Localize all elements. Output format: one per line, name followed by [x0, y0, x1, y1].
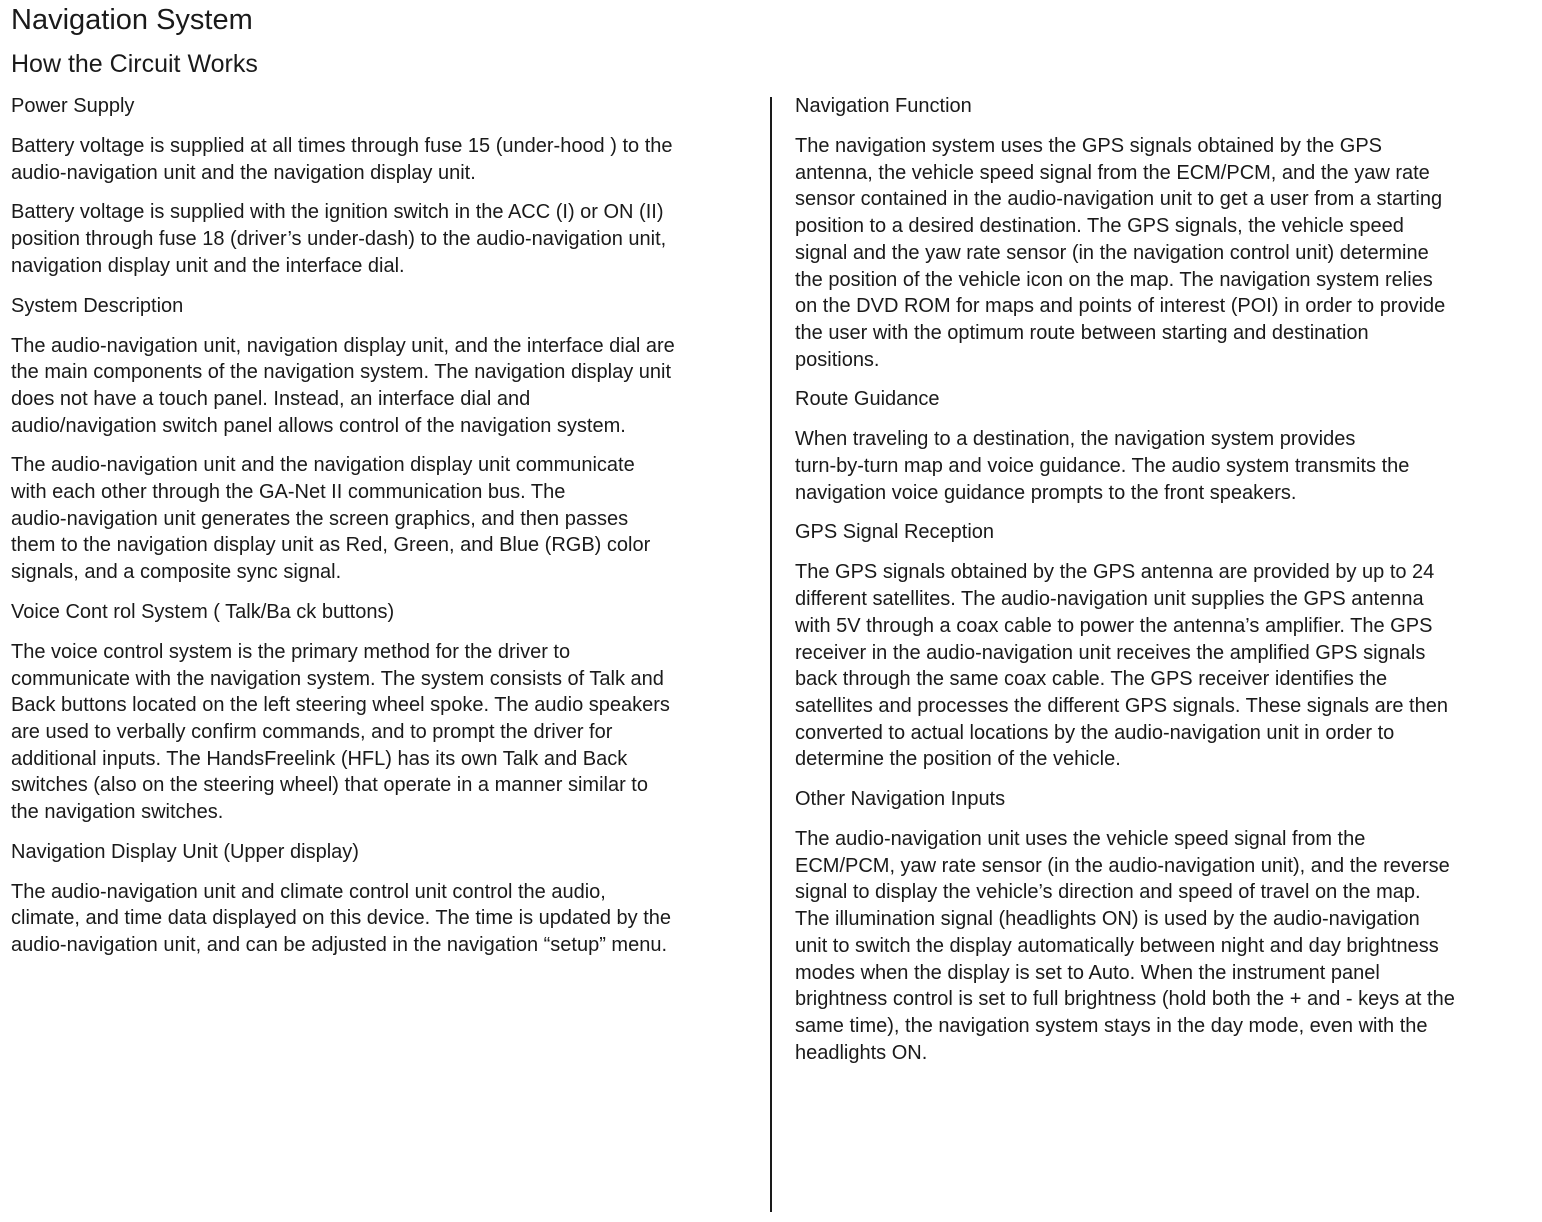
text-line: turn-by-turn map and voice guidance. The audio system transmits the: [795, 455, 1410, 478]
text-line: different satellites. The audio-navigation unit supplies the GPS antenna: [795, 588, 1424, 611]
section-heading: Navigation Function: [795, 95, 972, 117]
text-line: unit to switch the display automatically between night and day brightness: [795, 934, 1439, 957]
text-line: converted to actual locations by the audio-navigation unit in order to: [795, 721, 1395, 744]
section-heading: GPS Signal Reception: [795, 521, 995, 544]
text-line: the main components of the navigation system. The navigation display unit: [11, 361, 672, 384]
page-subtitle: How the Circuit Works: [11, 50, 258, 78]
section-heading: System Description: [11, 294, 184, 317]
paragraph: [795, 826, 1535, 1066]
text-line: satellites and processes the different GPS signals. These signals are then: [795, 694, 1448, 717]
text-line: audio/navigation switch panel allows control of the navigation system.: [11, 414, 626, 437]
text-line: sensor contained in the audio-navigation unit to get a user from a starting: [795, 188, 1443, 211]
text-line: The audio-navigation unit and climate control unit control the audio,: [11, 880, 606, 903]
text-line: positions.: [795, 348, 880, 371]
text-line: signals, and a composite sync signal.: [11, 561, 342, 584]
text-line: Battery voltage is supplied with the ignition switch in the ACC (I) or ON (II): [11, 201, 664, 224]
section-power-supply: [11, 93, 756, 280]
paragraph: [11, 199, 756, 279]
text-line: communicate with the navigation system. The system consists of Talk and: [11, 667, 664, 690]
paragraph: [795, 133, 1535, 373]
text-line: the user with the optimum route between starting and destination: [795, 321, 1369, 344]
text-line: position to a desired destination. The GPS signals, the vehicle speed: [795, 215, 1404, 238]
text-line: The navigation system uses the GPS signals obtained by the GPS: [795, 135, 1382, 157]
text-line: The audio-navigation unit and the navigation display unit communicate: [11, 454, 635, 477]
section-system-description: [11, 293, 756, 586]
text-line: the navigation switches.: [11, 801, 224, 824]
text-line: The GPS signals obtained by the GPS antenna are provided by up to 24: [795, 561, 1435, 584]
text-line: Battery voltage is supplied at all times through fuse 15 (under-hood ) to the: [11, 135, 673, 157]
text-line: headlights ON.: [795, 1041, 928, 1064]
text-line: receiver in the audio-navigation unit receives the amplified GPS signals: [795, 641, 1426, 664]
text-line: does not have a touch panel. Instead, an interface dial and: [11, 387, 531, 410]
right-column: [795, 93, 1535, 1079]
text-line: The voice control system is the primary method for the driver to: [11, 640, 571, 663]
text-line: are used to verbally confirm commands, and to prompt the driver for: [11, 720, 613, 743]
text-line: with 5V through a coax cable to power the antenna’s amplifier. The GPS: [795, 614, 1433, 637]
text-line: the position of the vehicle icon on the map. The navigation system relies: [795, 268, 1433, 291]
text-line: climate, and time data displayed on this device. The time is updated by the: [11, 907, 672, 930]
text-line: on the DVD ROM for maps and points of interest (POI) in order to provide: [795, 295, 1446, 318]
section-other-inputs: [795, 786, 1535, 1066]
page-title: Navigation System: [11, 4, 253, 36]
section-display-unit: [11, 839, 756, 959]
text-line: The audio-navigation unit, navigation display unit, and the interface dial are: [11, 334, 675, 357]
text-line: The illumination signal (headlights ON) is used by the audio-navigation: [795, 908, 1420, 931]
text-line: When traveling to a destination, the navigation system provides: [795, 428, 1356, 451]
text-line: audio-navigation unit, and can be adjusted in the navigation “setup” menu.: [11, 934, 668, 957]
text-line: signal and the yaw rate sensor (in the navigation control unit) determine: [795, 241, 1429, 264]
section-heading: Route Guidance: [795, 388, 940, 411]
section-route-guidance: [795, 386, 1535, 506]
text-line: brightness control is set to full brightness (hold both the + and - keys at the: [795, 988, 1455, 1011]
paragraph: [11, 133, 756, 186]
text-line: ECM/PCM, yaw rate sensor (in the audio-navigation unit), and the reverse: [795, 854, 1450, 877]
section-heading: Navigation Display Unit (Upper display): [11, 840, 359, 863]
text-line: The audio-navigation unit uses the vehicle speed signal from the: [795, 828, 1366, 851]
text-line: navigation display unit and the interface dial.: [11, 254, 405, 277]
section-heading: Voice Cont rol System ( Talk/Ba ck buttons): [11, 600, 395, 623]
paragraph: [11, 879, 756, 959]
text-line: antenna, the vehicle speed signal from the ECM/PCM, and the yaw rate: [795, 161, 1430, 184]
text-line: additional inputs. The HandsFreelink (HFL) has its own Talk and Back: [11, 747, 628, 770]
section-heading: Power Supply: [11, 95, 135, 117]
paragraph: [795, 426, 1535, 506]
text-line: navigation voice guidance prompts to the front speakers.: [795, 481, 1297, 504]
text-line: with each other through the GA-Net II communication bus. The: [11, 481, 566, 504]
left-column: [11, 93, 756, 972]
section-heading: Other Navigation Inputs: [795, 788, 1006, 811]
text-line: same time), the navigation system stays in the day mode, even with the: [795, 1014, 1428, 1037]
paragraph: [11, 639, 756, 826]
text-line: position through fuse 18 (driver’s under-dash) to the audio-navigation unit,: [11, 228, 667, 251]
section-navigation-function: [795, 93, 1535, 373]
paragraph: [11, 452, 756, 586]
text-line: audio-navigation unit and the navigation display unit.: [11, 161, 476, 184]
section-gps-reception: [795, 519, 1535, 773]
text-line: switches (also on the steering wheel) that operate in a manner similar to: [11, 774, 648, 797]
text-line: back through the same coax cable. The GPS receiver identifies the: [795, 668, 1388, 691]
text-line: signal to display the vehicle’s direction and speed of travel on the map.: [795, 881, 1421, 904]
text-line: modes when the display is set to Auto. When the instrument panel: [795, 961, 1380, 984]
paragraph: [795, 559, 1535, 773]
text-line: determine the position of the vehicle.: [795, 748, 1121, 771]
text-line: Back buttons located on the left steering wheel spoke. The audio speakers: [11, 694, 670, 717]
section-voice-control: [11, 599, 756, 826]
text-line: them to the navigation display unit as Red, Green, and Blue (RGB) color: [11, 534, 651, 557]
column-divider: [770, 97, 772, 1212]
paragraph: [11, 333, 756, 440]
text-line: audio-navigation unit generates the screen graphics, and then passes: [11, 507, 629, 530]
